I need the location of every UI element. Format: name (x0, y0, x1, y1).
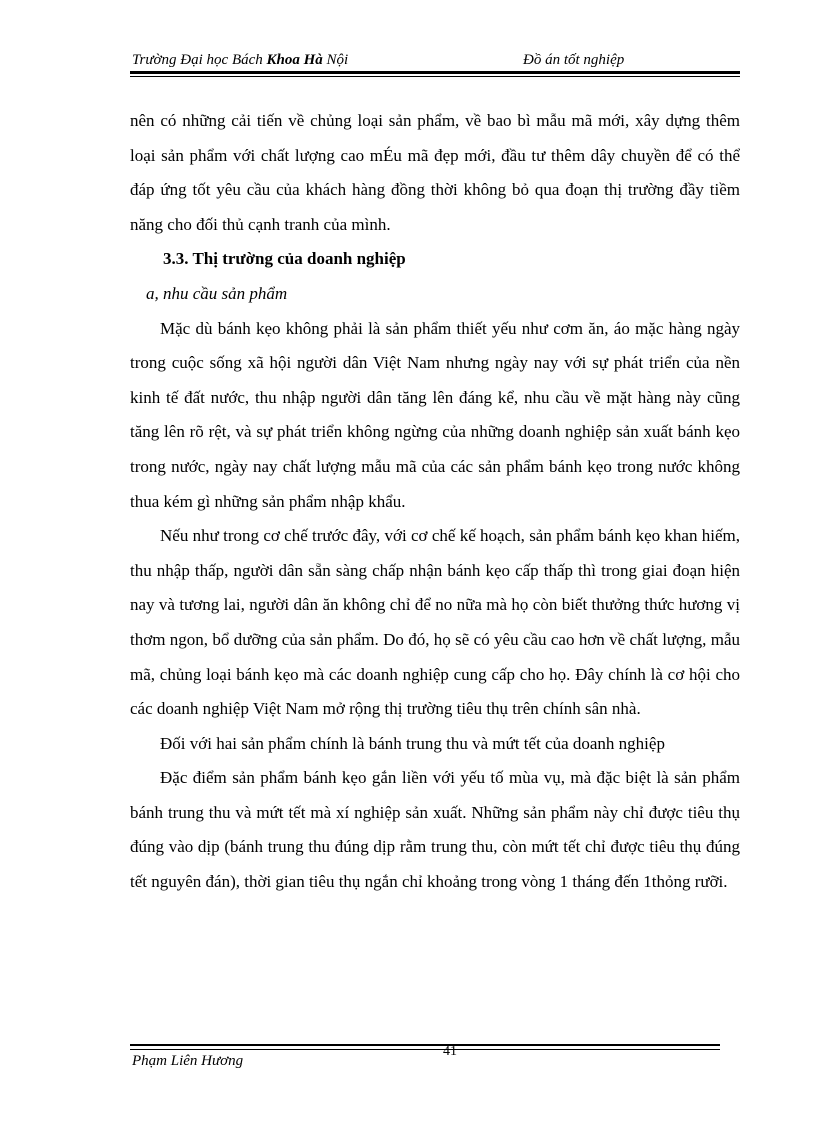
section-heading: 3.3. Thị trường của doanh nghiệp (163, 249, 406, 269)
paragraph-continued: nên có những cải tiến về chủng loại sản phẩm, về bao bì mẫu mã mới, xây dựng thêm loại sản phẩm với chất lượng cao mÉu mã đẹp mới, đầu tư thêm dây chuyền để có thể đáp ứng tốt yêu cầu của khách hàng đồng thời không bỏ qua đoạn thị trường đầy tiềm năng cho đối thủ cạnh tranh của mình. (130, 111, 740, 234)
footer-rule-thick (130, 1044, 720, 1046)
body-text (130, 104, 740, 900)
page-header (130, 52, 740, 72)
footer-rule-thin (130, 1049, 720, 1050)
header-rule-thick (130, 71, 740, 74)
paragraph: Nếu như trong cơ chế trước đây, với cơ chế kế hoạch, sản phẩm bánh kẹo khan hiếm, thu nhập thấp, người dân sẵn sàng chấp nhận bánh kẹo cấp thấp thì trong giai đoạn hiện nay và tương lai, người dân ăn không chỉ để no nữa mà họ còn biết thưởng thức hương vị thơm ngon, bổ dưỡng của sản phẩm. Do đó, họ sẽ có yêu cầu cao hơn về chất lượng, mẫu mã, chủng loại bánh kẹo mà các doanh nghiệp cung cấp cho họ. Đây chính là cơ hội cho các doanh nghiệp Việt Nam mở rộng thị trường tiêu thụ trên chính sân nhà. (130, 526, 740, 719)
paragraph: Đối với hai sản phẩm chính là bánh trung thu và mứt tết của doanh nghiệp (160, 733, 665, 753)
paragraph: Đặc điểm sản phẩm bánh kẹo gắn liền với yếu tố mùa vụ, mà đặc biệt là sản phẩm bánh trung thu và mứt tết mà xí nghiệp sản xuất. Những sản phẩm này chỉ được tiêu thụ đúng vào dịp (bánh trung thu đúng dịp rằm trung thu, còn mứt tết chỉ được tiêu thụ đúng tết nguyên đán), thời gian tiêu thụ ngắn chỉ khoảng trong vòng 1 tháng đến 1thỏng rưỡi. (130, 768, 740, 892)
page-number: 41 (443, 1044, 457, 1059)
header-doc-type: Đồ án tốt nghiệp (523, 52, 625, 68)
header-rule-thin (130, 76, 740, 77)
header-school: Trường Đại học Bách Khoa Hà Nội (132, 52, 349, 68)
subsection-heading: a, nhu cầu sản phẩm (146, 283, 288, 303)
footer-author: Phạm Liên Hương (132, 1053, 244, 1069)
paragraph: Mặc dù bánh kẹo không phải là sản phẩm thiết yếu như cơm ăn, áo mặc hàng ngày trong cuộc sống xã hội người dân Việt Nam nhưng ngày nay với sự phát triển của nền kinh tế đất nước, thu nhập người dân tăng lên đáng kể, nhu cầu về mặt hàng này cũng tăng lên rõ rệt, và sự phát triển không ngừng của những doanh nghiệp sản xuất bánh kẹo trong nước, ngày nay chất lượng mẫu mã của các sản phẩm bánh kẹo trong nước không thua kém gì những sản phẩm nhập khẩu. (130, 318, 740, 511)
